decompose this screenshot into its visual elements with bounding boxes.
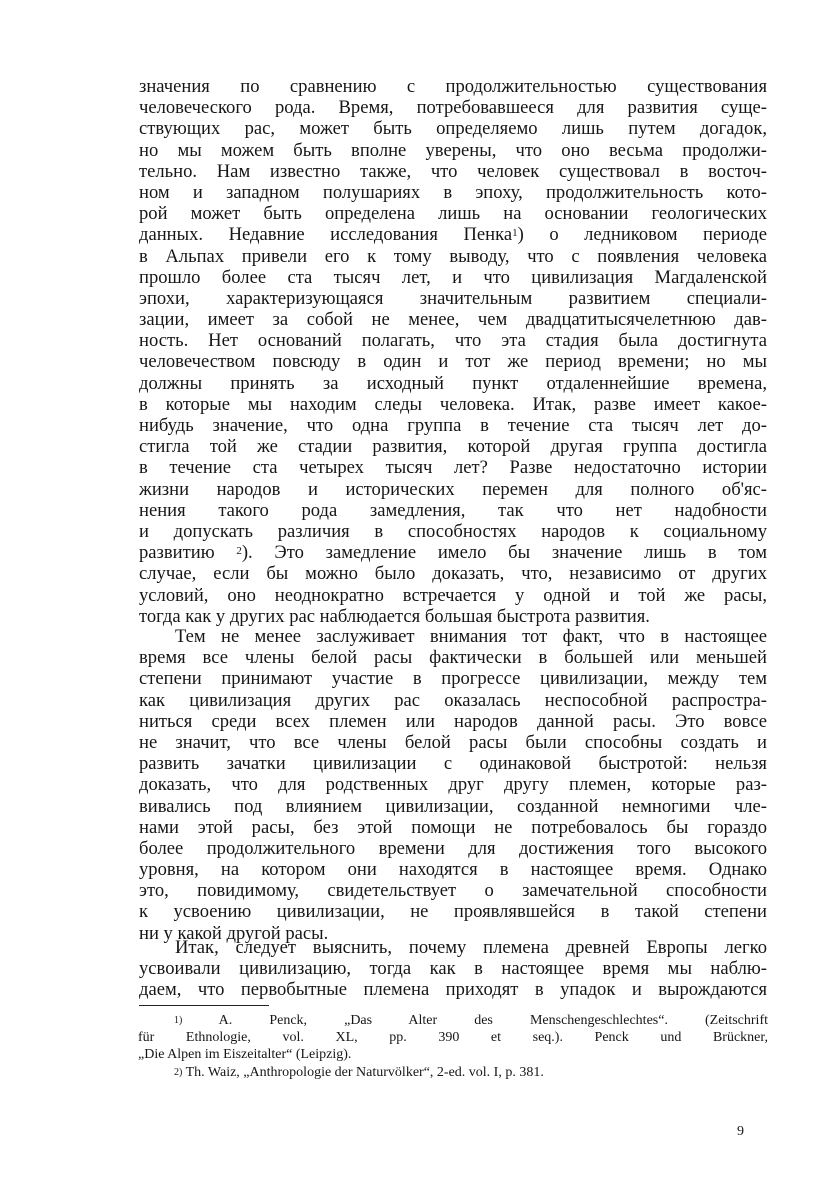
text-line: человечеством повсюду в один и тот же период времени; но мы [139, 351, 767, 373]
text-line: и допускать различия в способностях народов к социальному [139, 520, 767, 542]
text-line: Итак, следует выяснить, почему племена древней Европы легко [175, 937, 767, 958]
text-line: в течение ста четырех тысяч лет? Разве недостаточно истории [139, 457, 767, 479]
text-segment: развитию [139, 542, 215, 564]
footnote-1-line [174, 1012, 768, 1029]
text-line: не значит, что все члены белой расы были способны создать и [139, 731, 767, 753]
footnote-2-mark: 2) [174, 1066, 183, 1078]
text-line: ниться среди всех племен или народов данной расы. Это вовсе [139, 710, 767, 732]
text-line: нами этой расы, без этой помощи не потребовалось бы гораздо [139, 816, 767, 838]
text-line: но мы можем быть вполне уверены, что оно весьма продолжи- [139, 139, 767, 161]
text-line: степени принимают участие в прогрессе цивилизации, между тем [139, 668, 767, 690]
text-line-with-footnote-ref: развитию $^2$). Это замедление имело бы значение лишь в том [139, 542, 767, 564]
footnote-text: A. Penck, „Das Alter des Menschengeschlechtes“. (Zeitschrift [218, 1013, 768, 1028]
text-line: эпохи, характеризующаяся значительным развитием специали- [139, 287, 767, 309]
text-line: Тем не менее заслуживает внимания тот факт, что в настоящее [175, 626, 767, 647]
text-line-with-footnote-ref: данных. Недавние исследования Пенка$^1$) о ледниковом периоде [139, 224, 767, 246]
text-line: время все члены белой расы фактически в большей или меньшей [139, 647, 767, 669]
text-line: жизни народов и исторических перемен для полного об'яс- [139, 478, 767, 500]
text-line: более продолжительного времени для достижения того высокого [139, 837, 767, 859]
text-line: стигла той же стадии развития, которой другая группа достигла [139, 436, 767, 458]
text-line: условий, оно неоднократно встречается у одной и той же расы, [139, 584, 767, 606]
text-segment: данных. Недавние исследования Пенка [139, 224, 513, 246]
footnote-text: Th. Waiz, „Anthropologie der Naturvölker“, 2-ed. vol. I, p. 381. [185, 1064, 544, 1080]
footnote-1-mark: 1) [174, 1015, 183, 1026]
text-line: доказать, что для родственных друг другу племен, которые раз- [139, 774, 767, 796]
text-line: нения такого рода замедления, так что нет надобности [139, 499, 767, 521]
text-line: уровня, на котором они находятся в настоящее время. Однако [139, 859, 767, 881]
paragraph-3 [139, 937, 767, 1001]
text-line: тельно. Нам известно также, что человек существовал в восточ- [139, 160, 767, 182]
text-line: ни у какой другой расы. [139, 922, 329, 944]
text-line: вивались под влиянием цивилизации, созданной немногими чле- [139, 795, 767, 817]
footnote-1-line: „Die Alpen im Eiszeitalter“ (Leipzig). [138, 1047, 352, 1063]
text-line: нибудь значение, что одна группа в течение ста тысяч лет до- [139, 415, 767, 436]
text-line: ность. Нет оснований полагать, что эта стадия была достигнута [139, 330, 767, 352]
text-line: даем, что первобытные племена приходят в упадок и вырождаются [139, 979, 767, 1001]
text-line: к усвоению цивилизации, не проявлявшейся в такой степени [139, 901, 767, 923]
text-line: как цивилизация других рас оказалась неспособной распростра- [139, 689, 767, 711]
text-segment: Это замедление имело бы значение лишь в том [274, 542, 767, 564]
text-line: прошло более ста тысяч лет, и что цивилизация Магдаленской [139, 266, 767, 288]
text-line: зации, имеет за собой не менее, чем двадцатитысячелетнюю дав- [139, 309, 767, 331]
footnote-ref-1: 1 [512, 227, 518, 240]
text-line: это, повидимому, свидетельствует о замечательной способности [139, 880, 767, 902]
text-line: случае, если бы можно было доказать, что, независимо от других [139, 563, 767, 585]
footnotes [138, 1012, 768, 1081]
paragraph-2 [139, 626, 767, 944]
text-line: в которые мы находим следы человека. Итак, разве имеет какое- [139, 393, 767, 415]
footnote-ref-2: 2 [236, 545, 242, 558]
text-line: значения по сравнению с продолжительностью существования [139, 76, 767, 97]
footnote-separator [139, 1005, 269, 1006]
text-line: развить зачатки цивилизации с одинаковой быстротой: нельзя [139, 753, 767, 775]
text-line: ном и западном полушариях в эпоху, продолжительность кото- [139, 181, 767, 203]
footnote-2-line [174, 1064, 768, 1081]
text-line: в Альпах привели его к тому выводу, что с появления человека [139, 245, 767, 267]
text-line: усвоивали цивилизацию, тогда как в настоящее время мы наблю- [139, 958, 767, 980]
text-line: рой может быть определена лишь на основании геологических [139, 203, 767, 225]
text-line: должны принять за исходный пункт отдаленнейшие времена, [139, 372, 767, 394]
footnote-1-line: für Ethnologie, vol. XL, pp. 390 et seq.). Penck und Brückner, [138, 1030, 768, 1046]
text-line: человеческого рода. Время, потребовавшееся для развития суще- [139, 97, 767, 119]
paragraph-1 [139, 76, 767, 627]
page-number: 9 [737, 1124, 744, 1139]
text-segment: о ледниковом периоде [549, 224, 767, 246]
text-line: ствующих рас, может быть определяемо лишь путем догадок, [139, 118, 767, 140]
text-line: тогда как у других рас наблюдается большая быстрота развития. [139, 605, 650, 627]
